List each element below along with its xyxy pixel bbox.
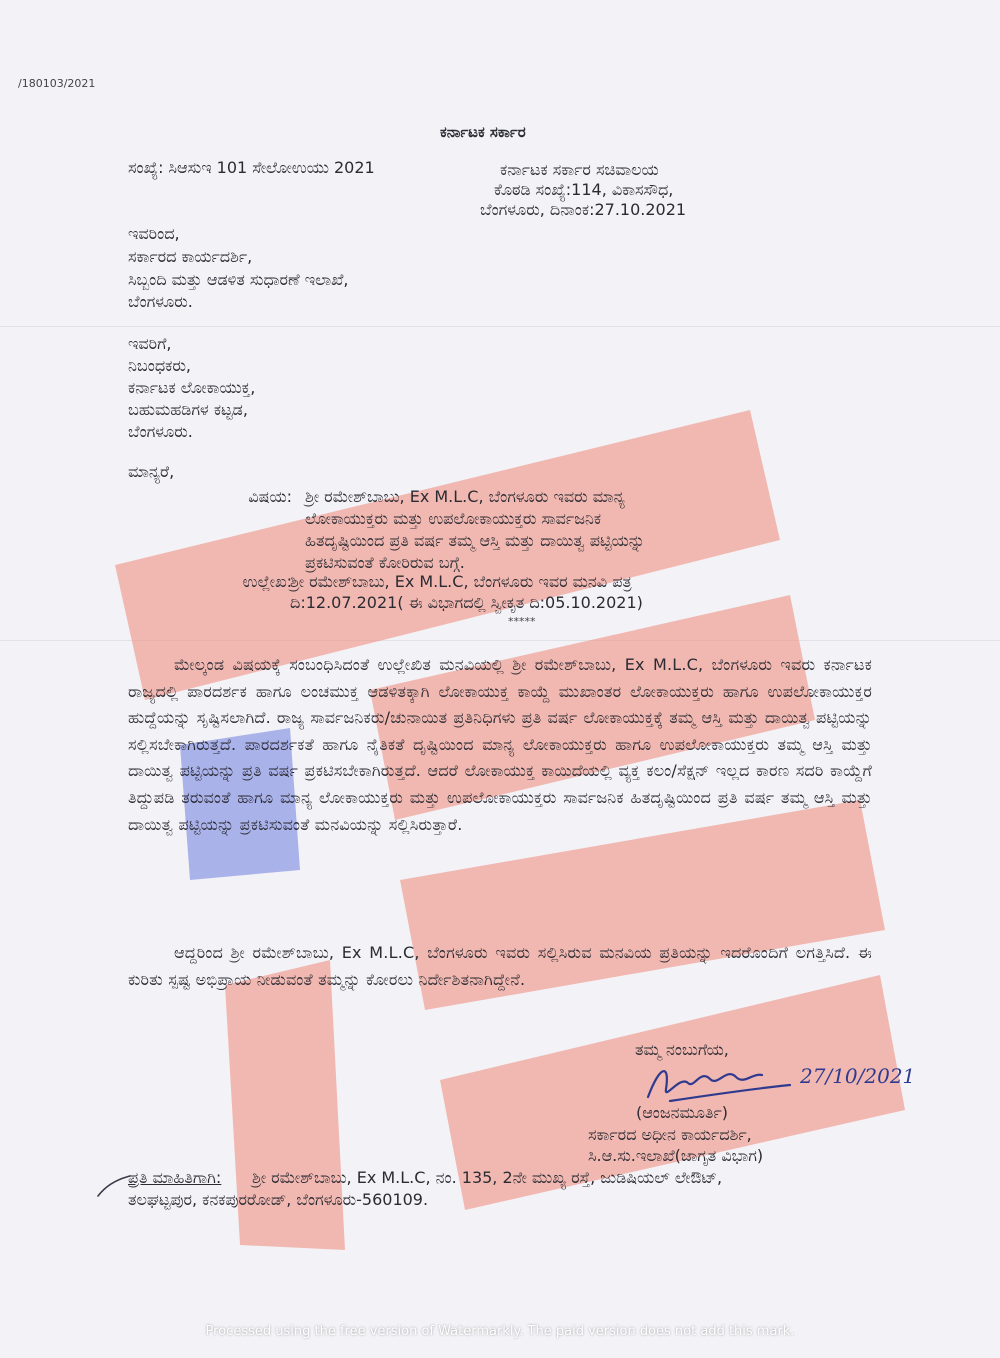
- watermark-notice: Processed using the free version of Watermarkly. The paid version does not add this mark.: [205, 1324, 795, 1339]
- signatory-department: ಸಿ.ಆ.ಸು.ಇಲಾಖೆ(ಜಾಗೃತ ವಿಭಾಗ): [588, 1146, 764, 1165]
- reference-line-1: ಶ್ರೀ ರಮೇಶ್‌ಬಾಬು, Ex M.L.C, ಬೆಂಗಳೂರು ಇವರ ಮನವಿ ಪತ್ರ: [290, 572, 632, 591]
- copy-to-label: ಪ್ರತಿ ಮಾಹಿತಿಗಾಗಿ:: [128, 1168, 222, 1187]
- from-line-1: ಇವರಿಂದ,: [128, 224, 180, 243]
- to-line-1: ಇವರಿಗೆ,: [128, 334, 172, 353]
- subject-line-2: ಲೋಕಾಯುಕ್ತರು ಮತ್ತು ಉಪಲೋಕಾಯುಕ್ತರು ಸಾರ್ವಜನಿಕ: [305, 509, 602, 528]
- from-line-4: ಬೆಂಗಳೂರು.: [128, 292, 193, 311]
- from-line-2: ಸರ್ಕಾರದ ಕಾರ್ಯದರ್ಶಿ,: [128, 247, 253, 266]
- subject-label: ವಿಷಯ:: [248, 487, 292, 506]
- subject-line-1: ಶ್ರೀ ರಮೇಶ್‌ಬಾಬು, Ex M.L.C, ಬೆಂಗಳೂರು ಇವರು ಮಾನ್ಯ: [305, 487, 625, 506]
- signatory-title: ಸರ್ಕಾರದ ಅಧೀನ ಕಾರ್ಯದರ್ಶಿ,: [588, 1125, 752, 1144]
- body-paragraph-2-text: ಆದ್ದರಿಂದ ಶ್ರೀ ರಮೇಶ್‌ಬಾಬು, Ex M.L.C, ಬೆಂಗಳೂರು ಇವರು ಸಲ್ಲಿಸಿರುವ ಮನವಿಯ ಪ್ರತಿಯನ್ನು ಇದರೊಂದಿಗೆ ಲಗತ್ತಿಸಿದೆ. ಈ ಕುರಿತು ಸ್ಪಷ್ಟ ಅಭಿಪ್ರಾಯ ನೀಡುವಂತೆ ತಮ್ಮನ್ನು ಕೋರಲು ನಿರ್ದೇಶಿತನಾಗಿದ್ದೇನೆ.: [128, 943, 872, 989]
- subject-line-3: ಹಿತದೃಷ್ಟಿಯಿಂದ ಪ್ರತಿ ವರ್ಷ ತಮ್ಮ ಆಸ್ತಿ ಮತ್ತು ದಾಯಿತ್ವ ಪಟ್ಟಿಯನ್ನು: [305, 531, 645, 550]
- letter-number: ಸಂಖ್ಯೆ: ಸಿಆಸುಇ 101 ಸೇಲೋಉಯು 2021: [128, 158, 375, 177]
- reference-line-2: ದಿ:12.07.2021( ಈ ವಿಭಾಗದಲ್ಲಿ ಸ್ವೀಕೃತ ದಿ:05.10.2021): [290, 593, 643, 612]
- copy-to-line-2: ತಲಘಟ್ಟಪುರ, ಕನಕಪುರರೋಡ್, ಬೆಂಗಳೂರು-560109.: [128, 1190, 429, 1209]
- salutation: ಮಾನ್ಯರೆ,: [128, 462, 175, 481]
- signatory-name: (ಆಂಜನಮೂರ್ತಿ): [636, 1103, 728, 1122]
- body-paragraph-2: [128, 940, 872, 993]
- closing-phrase: ತಮ್ಮ ನಂಬುಗೆಯ,: [635, 1040, 729, 1059]
- to-line-2: ನಿಬಂಧಕರು,: [128, 356, 191, 375]
- body-paragraph-1-text: ಮೇಲ್ಕಂಡ ವಿಷಯಕ್ಕೆ ಸಂಬಂಧಿಸಿದಂತೆ ಉಲ್ಲೇಖಿತ ಮನವಿಯಲ್ಲಿ ಶ್ರೀ ರಮೇಶ್‌ಬಾಬು, Ex M.L.C, ಬೆಂಗಳೂರು ಇವರು ಕರ್ನಾಟಕ ರಾಜ್ಯದಲ್ಲಿ ಪಾರದರ್ಶಕ ಹಾಗೂ ಲಂಚಮುಕ್ತ ಆಡಳಿತಕ್ಕಾಗಿ ಲೋಕಾಯುಕ್ತ ಕಾಯ್ದೆ ಮುಖಾಂತರ ಲೋಕಾಯುಕ್ತರು ಹಾಗೂ ಉಪಲೋಕಾಯುಕ್ತರ ಹುದ್ದೆಯನ್ನು ಸೃಷ್ಟಿಸಲಾಗಿದೆ. ರಾಜ್ಯ ಸಾರ್ವಜನಿಕರು/ಚುನಾಯಿತ ಪ್ರತಿನಿಧಿಗಳು ಪ್ರತಿ ವರ್ಷ ಲೋಕಾಯುಕ್ತಕ್ಕೆ ತಮ್ಮ ಆಸ್ತಿ ಮತ್ತು ದಾಯಿತ್ವ ಪಟ್ಟಿಯನ್ನು ಸಲ್ಲಿಸಬೇಕಾಗಿರುತ್ತದೆ. ಪಾರದರ್ಶಕತೆ ಹಾಗೂ ನೈತಿಕತೆ ದೃಷ್ಟಿಯಿಂದ ಮಾನ್ಯ ಲೋಕಾಯುಕ್ತರು ಹಾಗೂ ಉಪಲೋಕಾಯುಕ್ತರು ತಮ್ಮ ಆಸ್ತಿ ಮತ್ತು ದಾಯಿತ್ವ ಪಟ್ಟಿಯನ್ನು ಪ್ರತಿ ವರ್ಷ ಪ್ರಕಟಿಸಬೇಕಾಗಿರುತ್ತದೆ. ಆದರೆ ಲೋಕಾಯುಕ್ತ ಕಾಯಿದೆಯಲ್ಲಿ ವ್ಯಕ್ತ ಕಲಂ/ಸೆಕ್ಷನ್ ಇಲ್ಲದ ಕಾರಣ ಸದರಿ ಕಾಯ್ದೆಗೆ ತಿದ್ದುಪಡಿ ತರುವಂತೆ ಹಾಗೂ ಮಾನ್ಯ ಲೋಕಾಯುಕ್ತರು ಮತ್ತು ಉಪಲೋಕಾಯುಕ್ತರು ಸಾರ್ವಜನಿಕ ಹಿತದೃಷ್ಟಿಯಿಂದ ಪ್ರತಿ ವರ್ಷ ತಮ್ಮ ಆಸ್ತಿ ಮತ್ತು ದಾಯಿತ್ವ ಪಟ್ಟಿಯನ್ನು ಪ್ರಕಟಿಸುವಂತೆ ಮನವಿಯನ್ನು ಸಲ್ಲಿಸಿರುತ್ತಾರೆ.: [128, 655, 872, 834]
- to-line-5: ಬೆಂಗಳೂರು.: [128, 422, 193, 441]
- from-line-3: ಸಿಬ್ಬಂದಿ ಮತ್ತು ಆಡಳಿತ ಸುಧಾರಣೆ ಇಲಾಖೆ,: [128, 270, 349, 289]
- signature-date: 27/10/2021: [800, 1064, 916, 1088]
- office-line-3: ಬೆಂಗಳೂರು, ದಿನಾಂಕ:27.10.2021: [480, 200, 687, 219]
- office-line-2: ಕೊಠಡಿ ಸಂಖ್ಯೆ:114, ವಿಕಾಸಸೌಧ,: [494, 180, 674, 199]
- separator-stars: *****: [508, 615, 536, 628]
- to-line-3: ಕರ್ನಾಟಕ ಲೋಕಾಯುಕ್ತ,: [128, 378, 256, 397]
- to-line-4: ಬಹುಮಹಡಿಗಳ ಕಟ್ಟಡ,: [128, 400, 248, 419]
- file-reference: /180103/2021: [18, 77, 96, 90]
- office-line-1: ಕರ್ನಾಟಕ ಸರ್ಕಾರ ಸಚಿವಾಲಯ: [500, 160, 659, 179]
- letter-heading: ಕರ್ನಾಟಕ ಸರ್ಕಾರ: [440, 123, 526, 141]
- body-paragraph-1: [128, 652, 872, 838]
- reference-label: ಉಲ್ಲೇಖ:: [242, 572, 292, 591]
- copy-to-line-1: ಶ್ರೀ ರಮೇಶ್‌ಬಾಬು, Ex M.L.C, ನಂ. 135, 2ನೇ ಮುಖ್ಯ ರಸ್ತೆ, ಜುಡಿಷಿಯಲ್ ಲೇಔಟ್,: [252, 1168, 723, 1187]
- subject-line-4: ಪ್ರಕಟಿಸುವಂತೆ ಕೋರಿರುವ ಬಗ್ಗೆ.: [305, 553, 465, 572]
